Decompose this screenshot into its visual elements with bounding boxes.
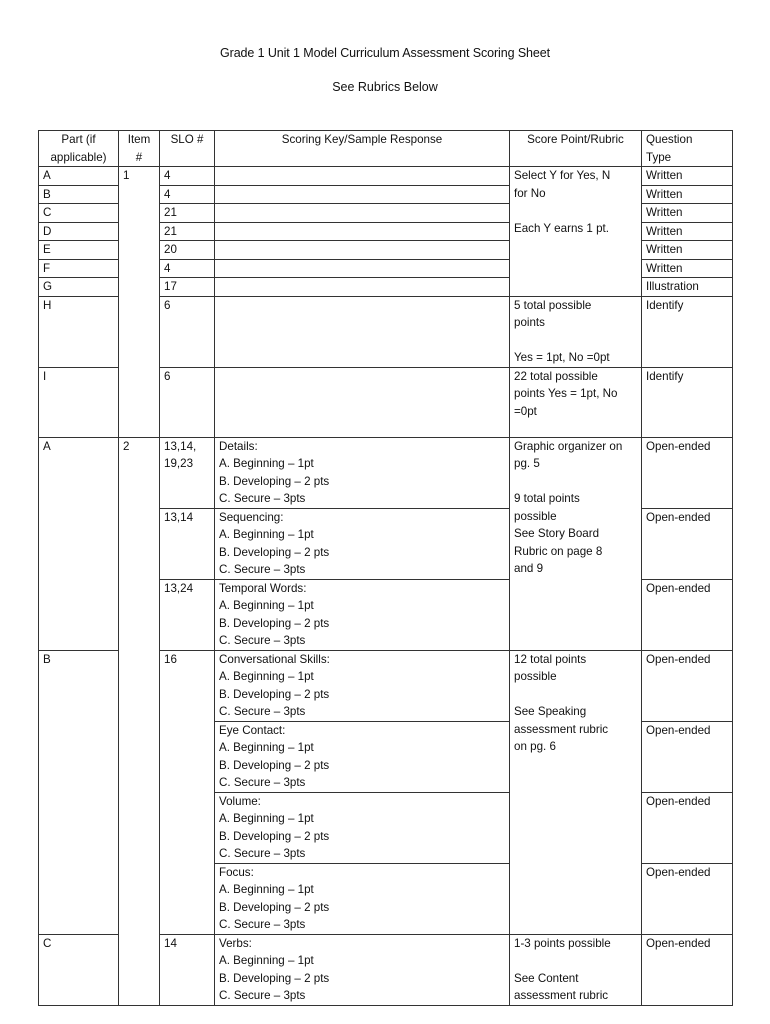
key-cell [215, 437, 510, 508]
score-cell [510, 367, 642, 437]
key-cell-line: A. Beginning – 1pt [219, 954, 314, 967]
slo-cell [160, 185, 215, 204]
key-cell [215, 721, 510, 792]
score-cell-line: Yes = 1pt, No =0pt [514, 351, 610, 364]
key-cell-line: C. Secure – 3pts [219, 492, 306, 505]
score-cell [510, 167, 642, 297]
header-qtype-line: Type [646, 150, 672, 164]
part-cell [39, 204, 119, 223]
part-cell [39, 241, 119, 260]
key-cell-line: A. Beginning – 1pt [219, 457, 314, 470]
key-cell-line: A. Beginning – 1pt [219, 599, 314, 612]
key-cell-line: C. Secure – 3pts [219, 918, 306, 931]
slo-cell-line: 6 [164, 298, 171, 312]
key-cell [215, 278, 510, 297]
key-cell-line: A. Beginning – 1pt [219, 528, 314, 541]
score-cell-line: possible [514, 670, 557, 683]
part-cell-line: D [43, 224, 52, 238]
slo-cell [160, 437, 215, 508]
key-cell-line: B. Developing – 2 pts [219, 616, 330, 630]
key-cell-line [219, 368, 505, 386]
key-cell-line: Conversational Skills: [219, 652, 330, 666]
key-cell-line: C. Secure – 3pts [219, 634, 306, 647]
key-cell-line [219, 186, 505, 204]
key-cell-line: C. Secure – 3pts [219, 989, 306, 1002]
qtype-cell-line: Written [646, 243, 683, 256]
qtype-cell-line: Open-ended [646, 865, 711, 879]
qtype-cell-line: Illustration [646, 280, 699, 293]
key-cell-line: Temporal Words: [219, 581, 307, 595]
header-score [510, 131, 642, 167]
key-cell [215, 241, 510, 260]
key-cell [215, 650, 510, 721]
score-cell-line: See Story Board [514, 527, 600, 540]
key-cell-line: Volume: [219, 794, 261, 808]
score-cell-line: 5 total possible [514, 298, 592, 312]
key-cell-line: A. Beginning – 1pt [219, 812, 314, 825]
header-part-line: applicable) [50, 150, 107, 164]
qtype-cell-line: Identify [646, 369, 684, 383]
key-cell-line: C. Secure – 3pts [219, 705, 306, 718]
slo-cell-line: 4 [164, 187, 171, 201]
key-cell-line [219, 167, 505, 185]
key-cell-line: A. Beginning – 1pt [219, 741, 314, 754]
key-cell-line: B. Developing – 2 pts [219, 758, 330, 772]
slo-cell-line: 21 [164, 224, 177, 238]
part-cell [39, 367, 119, 437]
part-cell-line: A [43, 169, 51, 182]
key-cell [215, 167, 510, 186]
slo-cell [160, 934, 215, 1005]
key-cell [215, 367, 510, 437]
key-cell-line: B. Developing – 2 pts [219, 474, 330, 488]
score-cell-line: Each Y earns 1 pt. [514, 221, 609, 235]
key-cell [215, 792, 510, 863]
qtype-cell [642, 721, 733, 792]
score-cell [510, 934, 642, 1005]
qtype-cell [642, 278, 733, 297]
part-cell [39, 278, 119, 297]
key-cell-line: C. Secure – 3pts [219, 847, 306, 860]
header-qtype [642, 131, 733, 167]
slo-cell-line: 16 [164, 652, 177, 666]
slo-cell [160, 259, 215, 278]
qtype-cell-line: Open-ended [646, 439, 711, 453]
slo-cell-line: 17 [164, 280, 177, 293]
page-subtitle: See Rubrics Below [332, 80, 438, 94]
qtype-cell [642, 185, 733, 204]
header-key-line: Scoring Key/Sample Response [281, 133, 443, 146]
score-cell-line: 12 total points [514, 652, 587, 666]
slo-cell [160, 367, 215, 437]
key-cell-line: B. Developing – 2 pts [219, 687, 330, 701]
score-cell-line: 1-3 points possible [514, 936, 611, 950]
slo-cell [160, 508, 215, 579]
qtype-cell [642, 222, 733, 241]
score-cell-line: 9 total points [514, 492, 580, 505]
slo-cell-line: 6 [164, 369, 171, 383]
item-cell [119, 437, 160, 1005]
part-cell-line: B [43, 187, 51, 201]
score-cell [510, 437, 642, 650]
slo-cell-line: 13,24 [164, 581, 194, 595]
slo-cell [160, 579, 215, 650]
qtype-cell [642, 863, 733, 934]
part-cell [39, 167, 119, 186]
table-row [39, 437, 733, 508]
score-cell-line: Select Y for Yes, N [514, 169, 611, 182]
qtype-cell-line: Written [646, 169, 683, 182]
part-cell-line: A [43, 439, 51, 453]
qtype-cell-line: Open-ended [646, 581, 711, 595]
slo-cell-line: 4 [164, 261, 171, 275]
slo-cell-line: 20 [164, 243, 177, 256]
key-cell-line: Verbs: [219, 936, 252, 950]
key-cell [215, 934, 510, 1005]
score-cell-line: Rubric on page 8 [514, 544, 603, 558]
score-cell-line [514, 952, 637, 970]
qtype-cell [642, 792, 733, 863]
page-title: Grade 1 Unit 1 Model Curriculum Assessment Scoring Sheet [220, 46, 550, 60]
key-cell-line: Eye Contact: [219, 723, 286, 737]
qtype-cell [642, 296, 733, 367]
qtype-cell [642, 241, 733, 260]
qtype-cell [642, 508, 733, 579]
qtype-cell [642, 167, 733, 186]
qtype-cell-line: Open-ended [646, 723, 711, 737]
item-cell-line: 2 [123, 439, 130, 453]
part-cell [39, 650, 119, 934]
key-cell-line [219, 278, 505, 296]
score-cell-line [514, 332, 637, 350]
key-cell [215, 259, 510, 278]
score-cell [510, 296, 642, 367]
header-row [39, 131, 733, 167]
key-cell [215, 204, 510, 223]
key-cell-line: A. Beginning – 1pt [219, 883, 314, 896]
key-cell-line: C. Secure – 3pts [219, 563, 306, 576]
score-cell-line: See Content [514, 971, 579, 985]
score-cell-line [514, 202, 637, 220]
key-cell [215, 222, 510, 241]
key-cell-line: Details: [219, 439, 258, 453]
qtype-cell-line: Identify [646, 298, 684, 312]
part-cell-line: I [43, 369, 47, 383]
slo-cell [160, 241, 215, 260]
header-part [39, 131, 119, 167]
slo-cell [160, 296, 215, 367]
score-cell-line [514, 686, 637, 704]
slo-cell-line: 14 [164, 936, 177, 950]
key-cell [215, 296, 510, 367]
key-cell-line: B. Developing – 2 pts [219, 829, 330, 843]
score-cell-line: points Yes = 1pt, No [514, 387, 618, 400]
qtype-cell [642, 437, 733, 508]
score-cell [510, 650, 642, 934]
slo-cell [160, 650, 215, 934]
slo-cell [160, 167, 215, 186]
part-cell-line: C [43, 936, 52, 950]
qtype-cell-line: Open-ended [646, 652, 711, 666]
slo-cell-line: 13,14, [164, 439, 197, 453]
score-cell-line: Graphic organizer on [514, 439, 623, 453]
key-cell [215, 185, 510, 204]
header-part-line: Part (if [61, 133, 96, 146]
key-cell [215, 579, 510, 650]
key-cell-line [219, 204, 505, 222]
part-cell [39, 437, 119, 650]
header-score-line: Score Point/Rubric [527, 133, 624, 146]
qtype-cell [642, 204, 733, 223]
key-cell-line: Sequencing: [219, 510, 284, 524]
qtype-cell-line: Open-ended [646, 510, 711, 524]
score-cell-line: =0pt [514, 404, 537, 418]
score-cell-line: 22 total possible [514, 369, 598, 383]
qtype-cell-line: Open-ended [646, 794, 711, 808]
header-item [119, 131, 160, 167]
header-item-line: Item [127, 133, 151, 146]
key-cell-line: B. Developing – 2 pts [219, 900, 330, 914]
part-cell [39, 934, 119, 1005]
part-cell [39, 296, 119, 367]
score-cell-line: pg. 5 [514, 457, 540, 470]
slo-cell-line: 4 [164, 169, 171, 182]
slo-cell-line: 13,14 [164, 510, 194, 524]
slo-cell-line: 19,23 [164, 457, 194, 470]
qtype-cell-line: Open-ended [646, 936, 711, 950]
score-cell-line: points [514, 316, 545, 329]
score-cell-line: assessment rubric [514, 722, 609, 736]
score-cell-line: and 9 [514, 562, 544, 575]
part-cell-line: E [43, 243, 51, 256]
slo-cell [160, 222, 215, 241]
qtype-cell-line: Written [646, 261, 683, 275]
score-cell-line [514, 473, 637, 491]
score-cell-line: possible [514, 509, 557, 523]
qtype-cell-line: Written [646, 206, 683, 219]
key-cell [215, 508, 510, 579]
slo-cell [160, 204, 215, 223]
qtype-cell [642, 579, 733, 650]
header-qtype-line: Question [646, 133, 693, 146]
score-cell-line: on pg. 6 [514, 740, 556, 753]
part-cell [39, 222, 119, 241]
key-cell-line [219, 223, 505, 241]
header-slo [160, 131, 215, 167]
score-cell-line: assessment rubric [514, 989, 609, 1002]
score-cell-line: See Speaking [514, 705, 587, 718]
part-cell-line: H [43, 298, 52, 312]
qtype-cell [642, 650, 733, 721]
part-cell-line: C [43, 206, 52, 219]
part-cell [39, 185, 119, 204]
qtype-cell [642, 934, 733, 1005]
header-item-line: # [135, 150, 143, 164]
score-cell-line: for No [514, 186, 546, 200]
key-cell-line: Focus: [219, 865, 254, 879]
item-cell [119, 167, 160, 438]
item-cell-line: 1 [123, 169, 130, 182]
scoring-table [38, 130, 733, 1006]
part-cell-line: B [43, 652, 51, 666]
qtype-cell-line: Written [646, 187, 683, 201]
header-slo-line: SLO # [170, 133, 204, 146]
qtype-cell [642, 367, 733, 437]
part-cell-line: F [43, 261, 51, 275]
key-cell-line: B. Developing – 2 pts [219, 545, 330, 559]
key-cell-line [219, 260, 505, 278]
table-row [39, 167, 733, 186]
key-cell [215, 863, 510, 934]
qtype-cell [642, 259, 733, 278]
key-cell-line [219, 297, 505, 315]
part-cell [39, 259, 119, 278]
key-cell-line: A. Beginning – 1pt [219, 670, 314, 683]
key-cell-line: B. Developing – 2 pts [219, 971, 330, 985]
part-cell-line: G [43, 280, 53, 293]
key-cell-line: C. Secure – 3pts [219, 776, 306, 789]
slo-cell [160, 278, 215, 297]
key-cell-line [219, 241, 505, 259]
qtype-cell-line: Written [646, 224, 683, 238]
slo-cell-line: 21 [164, 206, 177, 219]
header-key [215, 131, 510, 167]
